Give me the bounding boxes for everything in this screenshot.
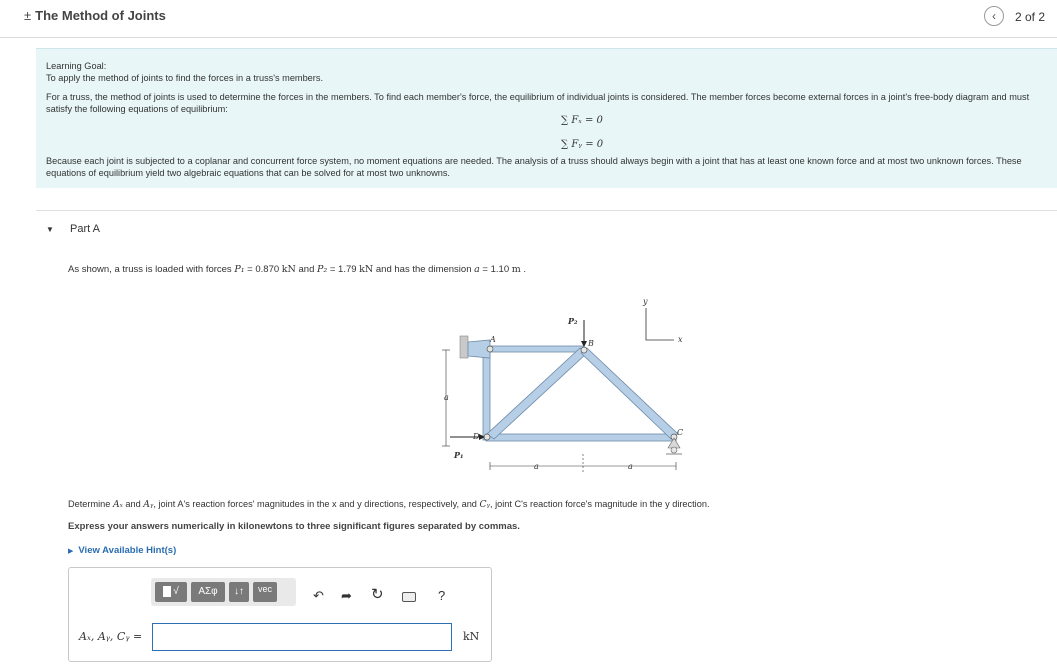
- equation-sum-fy: ∑ Fᵧ = 0: [561, 139, 604, 150]
- learning-goal-outro: Because each joint is subjected to a coplanar and concurrent force system, no moment equations are needed. The analysis of a truss should always begin with a joint that has at least one known force and at most two unknown forces. These equations of equilibrium yield two algebraic equations that can be solved for at most two unknowns.: [46, 156, 1022, 178]
- view-hints-link[interactable]: [68, 545, 176, 556]
- determine-text: , joint C's reaction force's magnitude in the y direction.: [489, 499, 710, 509]
- learning-goal-text: To apply the method of joints to find the forces in a truss's members.: [46, 72, 324, 83]
- truss-members: [483, 346, 678, 441]
- problem-text: .: [520, 264, 527, 275]
- page-header: [0, 0, 1057, 38]
- express-instruction: Express your answers numerically in kilonewtons to three significant figures separated by commas.: [68, 521, 520, 532]
- keyboard-icon[interactable]: [402, 592, 416, 602]
- undo-icon[interactable]: ↶: [313, 588, 324, 603]
- unit-kn: kN: [281, 264, 296, 275]
- label-a-left: a: [534, 462, 539, 471]
- vec-button[interactable]: vec: [253, 582, 277, 602]
- learning-goal-heading: Learning Goal:: [46, 61, 107, 71]
- label-p1: P₁: [454, 450, 464, 460]
- unit-kn: kN: [359, 264, 374, 275]
- problem-text: and has the dimension: [373, 264, 475, 275]
- roller-wheel: [671, 447, 677, 453]
- pin-b: [581, 347, 587, 353]
- axes-icon: [646, 308, 674, 340]
- truss-figure: [430, 296, 700, 476]
- answer-unit: kN: [463, 630, 480, 643]
- label-x-axis: x: [678, 335, 683, 344]
- learning-goal-intro: For a truss, the method of joints is used to determine the forces in the members. To find each member's force, the equilibrium of individual joints is considered. The member forces become external forces in a joint's free-body diagram and must satisfy the following equations of equilibrium:: [46, 92, 1030, 114]
- label-d: D: [473, 432, 480, 441]
- answer-box: [68, 567, 492, 662]
- equation-sum-fx: ∑ Fₓ = 0: [561, 115, 603, 126]
- ay-symbol: Aᵧ: [143, 499, 154, 510]
- label-a: A: [490, 335, 496, 344]
- problem-text: As shown, a truss is loaded with forces: [68, 264, 235, 275]
- page-title: [24, 8, 166, 23]
- help-button[interactable]: ?: [438, 588, 446, 603]
- a-symbol: a: [474, 264, 480, 275]
- redo-icon[interactable]: ➦: [341, 588, 352, 603]
- problem-text: = 1.79: [327, 264, 360, 275]
- problem-text: = 0.870: [244, 264, 282, 275]
- member-ab: [484, 346, 584, 352]
- label-a-vertical: a: [444, 393, 449, 402]
- determine-statement: [68, 499, 710, 510]
- problem-text: = 1.10: [479, 264, 512, 275]
- member-ad: [483, 348, 490, 440]
- member-dc: [486, 434, 676, 441]
- label-a-right: a: [628, 462, 633, 471]
- label-c: C: [677, 428, 684, 437]
- pager: 2 of 2: [1015, 10, 1046, 24]
- reset-icon[interactable]: ↻: [371, 586, 384, 603]
- label-b: B: [588, 339, 594, 348]
- unit-m: m: [511, 264, 521, 275]
- p1-symbol: P₁: [234, 264, 245, 275]
- determine-text: Determine: [68, 499, 113, 509]
- template-icon[interactable]: [155, 582, 187, 602]
- pin-a: [487, 346, 493, 352]
- expand-toggle[interactable]: ±: [24, 8, 32, 23]
- member-bd: [487, 348, 587, 439]
- problem-statement: [68, 264, 526, 275]
- ax-symbol: Aₓ: [112, 499, 123, 510]
- determine-text: and: [122, 499, 144, 509]
- triangle-down-icon[interactable]: ▼: [46, 225, 54, 234]
- part-divider: [36, 210, 1057, 211]
- label-y-axis: y: [643, 297, 648, 306]
- p2-symbol: P₂: [317, 264, 328, 275]
- triangle-right-icon: ▶: [68, 548, 74, 555]
- greek-button[interactable]: ΑΣφ: [191, 582, 225, 602]
- label-p2: P₂: [568, 316, 578, 326]
- part-a-label[interactable]: Part A: [70, 223, 100, 235]
- chevron-left-icon[interactable]: ‹: [984, 6, 1004, 26]
- member-bc: [581, 348, 678, 439]
- learning-goal-box: [36, 48, 1057, 188]
- determine-text: , joint A's reaction forces' magnitudes in the x and y directions, respectively, and: [153, 499, 480, 509]
- math-toolbar: [151, 578, 296, 606]
- template-glyph: √: [173, 586, 179, 597]
- page-title-text: The Method of Joints: [35, 8, 166, 23]
- cy-symbol: Cᵧ: [479, 499, 490, 510]
- answer-label: Aₓ, Aᵧ, Cᵧ =: [79, 630, 143, 643]
- answer-input[interactable]: [152, 623, 452, 651]
- arrows-button[interactable]: ↓↑: [229, 582, 249, 602]
- problem-text: and: [295, 264, 317, 275]
- wall-support: [460, 336, 468, 358]
- view-hints-label: View Available Hint(s): [78, 545, 177, 556]
